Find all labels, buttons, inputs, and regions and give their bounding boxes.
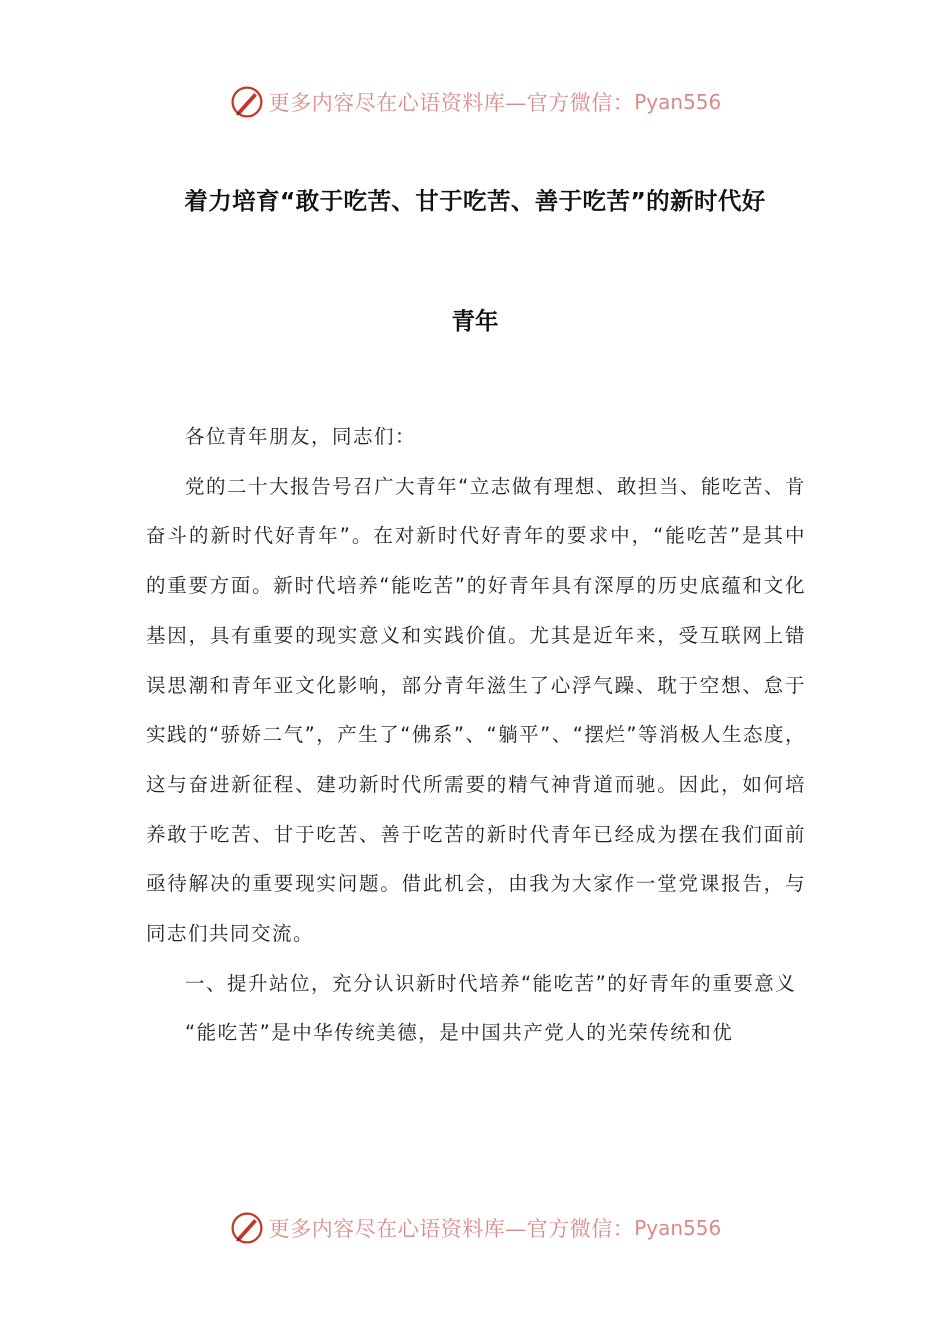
watermark-banner-bottom — [0, 1206, 950, 1250]
watermark-text: 更多内容尽在心语资料库—官方微信： — [268, 91, 635, 115]
body-paragraph: 党的二十大报告号召广大青年“立志做有理想、敢担当、能吃苦、肯奋斗的新时代好青年”。在对新时代好青年的要求中，“能吃苦”是其中的重要方面。新时代培养“能吃苦”的好青年具有深厚的历史底蕴和文化基因，具有重要的现实意义和实践价值。尤其是近年来，受互联网上错误思潮和青年亚文化影响，部分青年滋生了心浮气躁、耽于空想、怠于实践的“骄娇二气”，产生了“佛系”、“躺平”、“摆烂”等消极人生态度，这与奋进新征程、建功新时代所需要的精气神背道而驰。因此，如何培养敢于吃苦、甘于吃苦、善于吃苦的新时代青年已经成为摆在我们面前亟待解决的重要现实问题。借此机会，由我为大家作一堂党课报告，与同志们共同交流。 — [146, 474, 806, 946]
watermark-wechat-id: Pyan556 — [634, 90, 722, 114]
document-body — [146, 412, 806, 1058]
watermark-text: 更多内容尽在心语资料库—官方微信： — [268, 1217, 635, 1241]
section-heading: 一、提升站位，充分认识新时代培养“能吃苦”的好青年的重要意义 — [185, 971, 797, 995]
body-paragraph: “能吃苦”是中华传统美德，是中国共产党人的光荣传统和优 — [185, 1021, 734, 1045]
document-title-line-1: 着力培育“敢于吃苦、甘于吃苦、善于吃苦”的新时代好 — [184, 187, 766, 215]
pen-logo-icon — [229, 84, 265, 120]
pen-logo-icon — [229, 1210, 265, 1246]
watermark-wechat-id: Pyan556 — [634, 1216, 722, 1240]
salutation: 各位青年朋友，同志们： — [185, 425, 417, 448]
document-title-line-2: 青年 — [451, 307, 499, 335]
watermark-banner-top — [0, 80, 950, 124]
